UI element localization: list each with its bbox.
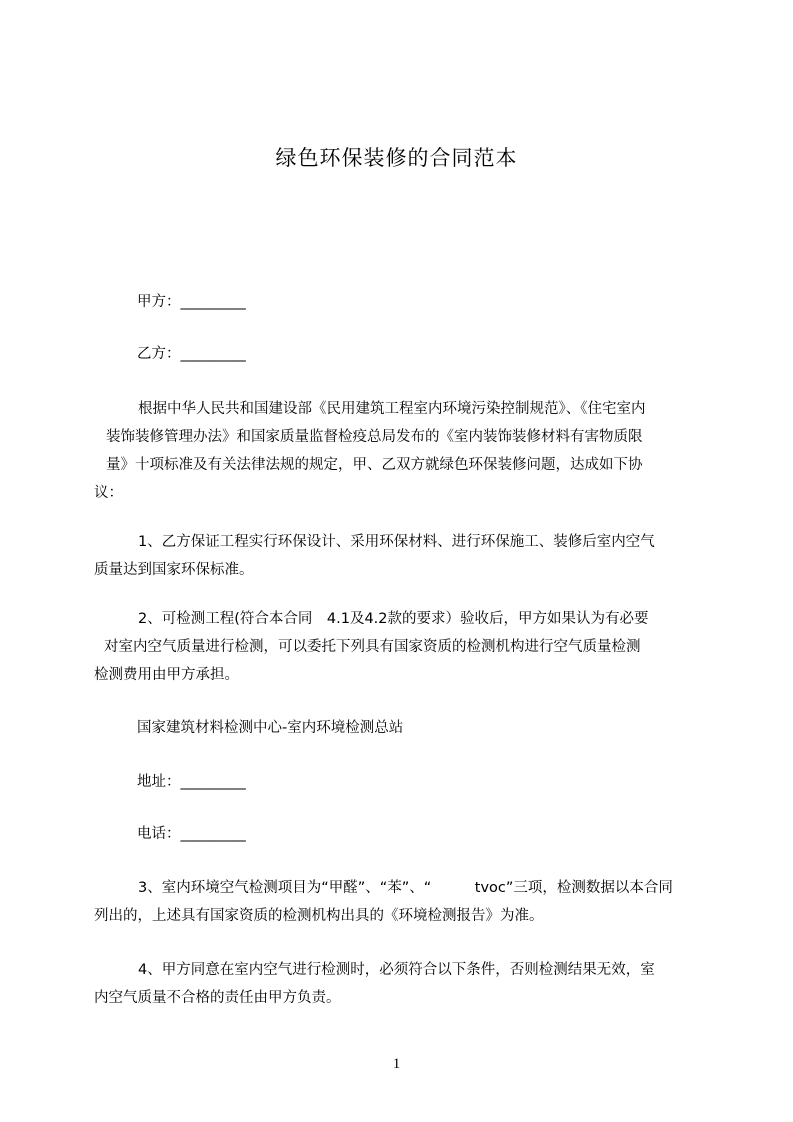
- clause-2-paragraph: [94, 605, 716, 689]
- clause-4-paragraph: [94, 956, 716, 1012]
- phone-line: 电话：_________: [137, 826, 246, 842]
- clause-1-line-1: 1、乙方保证工程实行环保设计、采用环保材料、进行环保施工、装修后室内空气: [138, 534, 655, 550]
- party-a-line: 甲方：_________: [137, 294, 246, 310]
- clause-1-line-2: 质量达到国家环保标准。: [94, 562, 254, 578]
- clause-3-line-1: 3、室内环境空气检测项目为“甲醛”、“苯”、“ tvoc”三项，检测数据以本合同: [138, 880, 673, 896]
- clause-2-line-2: 对室内空气质量进行检测，可以委托下列具有国家资质的检测机构进行空气质量检测: [104, 639, 641, 655]
- document-title: 绿色环保装修的合同范本: [275, 146, 518, 170]
- intro-paragraph: [94, 395, 716, 507]
- clause-2-line-1: 2、可检测工程(符合本合同 4.1及4.2款的要求）验收后，甲方如果认为有必要: [138, 611, 649, 627]
- clause-3-line-2: 列出的，上述具有国家资质的检测机构出具的《环境检测报告》为准。: [94, 908, 544, 924]
- clause-2-line-3: 检测费用由甲方承担。: [94, 667, 239, 683]
- clause-3-paragraph: [94, 874, 716, 930]
- clause-1-paragraph: [94, 528, 716, 584]
- clause-4-line-1: 4、甲方同意在室内空气进行检测时，必须符合以下条件，否则检测结果无效，室: [138, 962, 655, 978]
- intro-line-4: 议：: [94, 485, 123, 501]
- party-b-line: 乙方：_________: [137, 346, 246, 362]
- address-line: 地址：_________: [137, 774, 246, 790]
- clause-4-line-2: 内空气质量不合格的责任由甲方负责。: [94, 990, 341, 1006]
- page-number: 1: [392, 1056, 401, 1072]
- intro-line-1: 根据中华人民共和国建设部《民用建筑工程室内环境污染控制规范》、《住宅室内: [138, 401, 646, 417]
- intro-line-2: 装饰装修管理办法》和国家质量监督检疫总局发布的《室内装饰装修材料有害物质限: [106, 429, 643, 445]
- intro-line-3: 量》十项标准及有关法律法规的规定，甲、乙双方就绿色环保装修问题，达成如下协: [106, 457, 643, 473]
- agency-name: 国家建筑材料检测中心-室内环境检测总站: [137, 720, 404, 736]
